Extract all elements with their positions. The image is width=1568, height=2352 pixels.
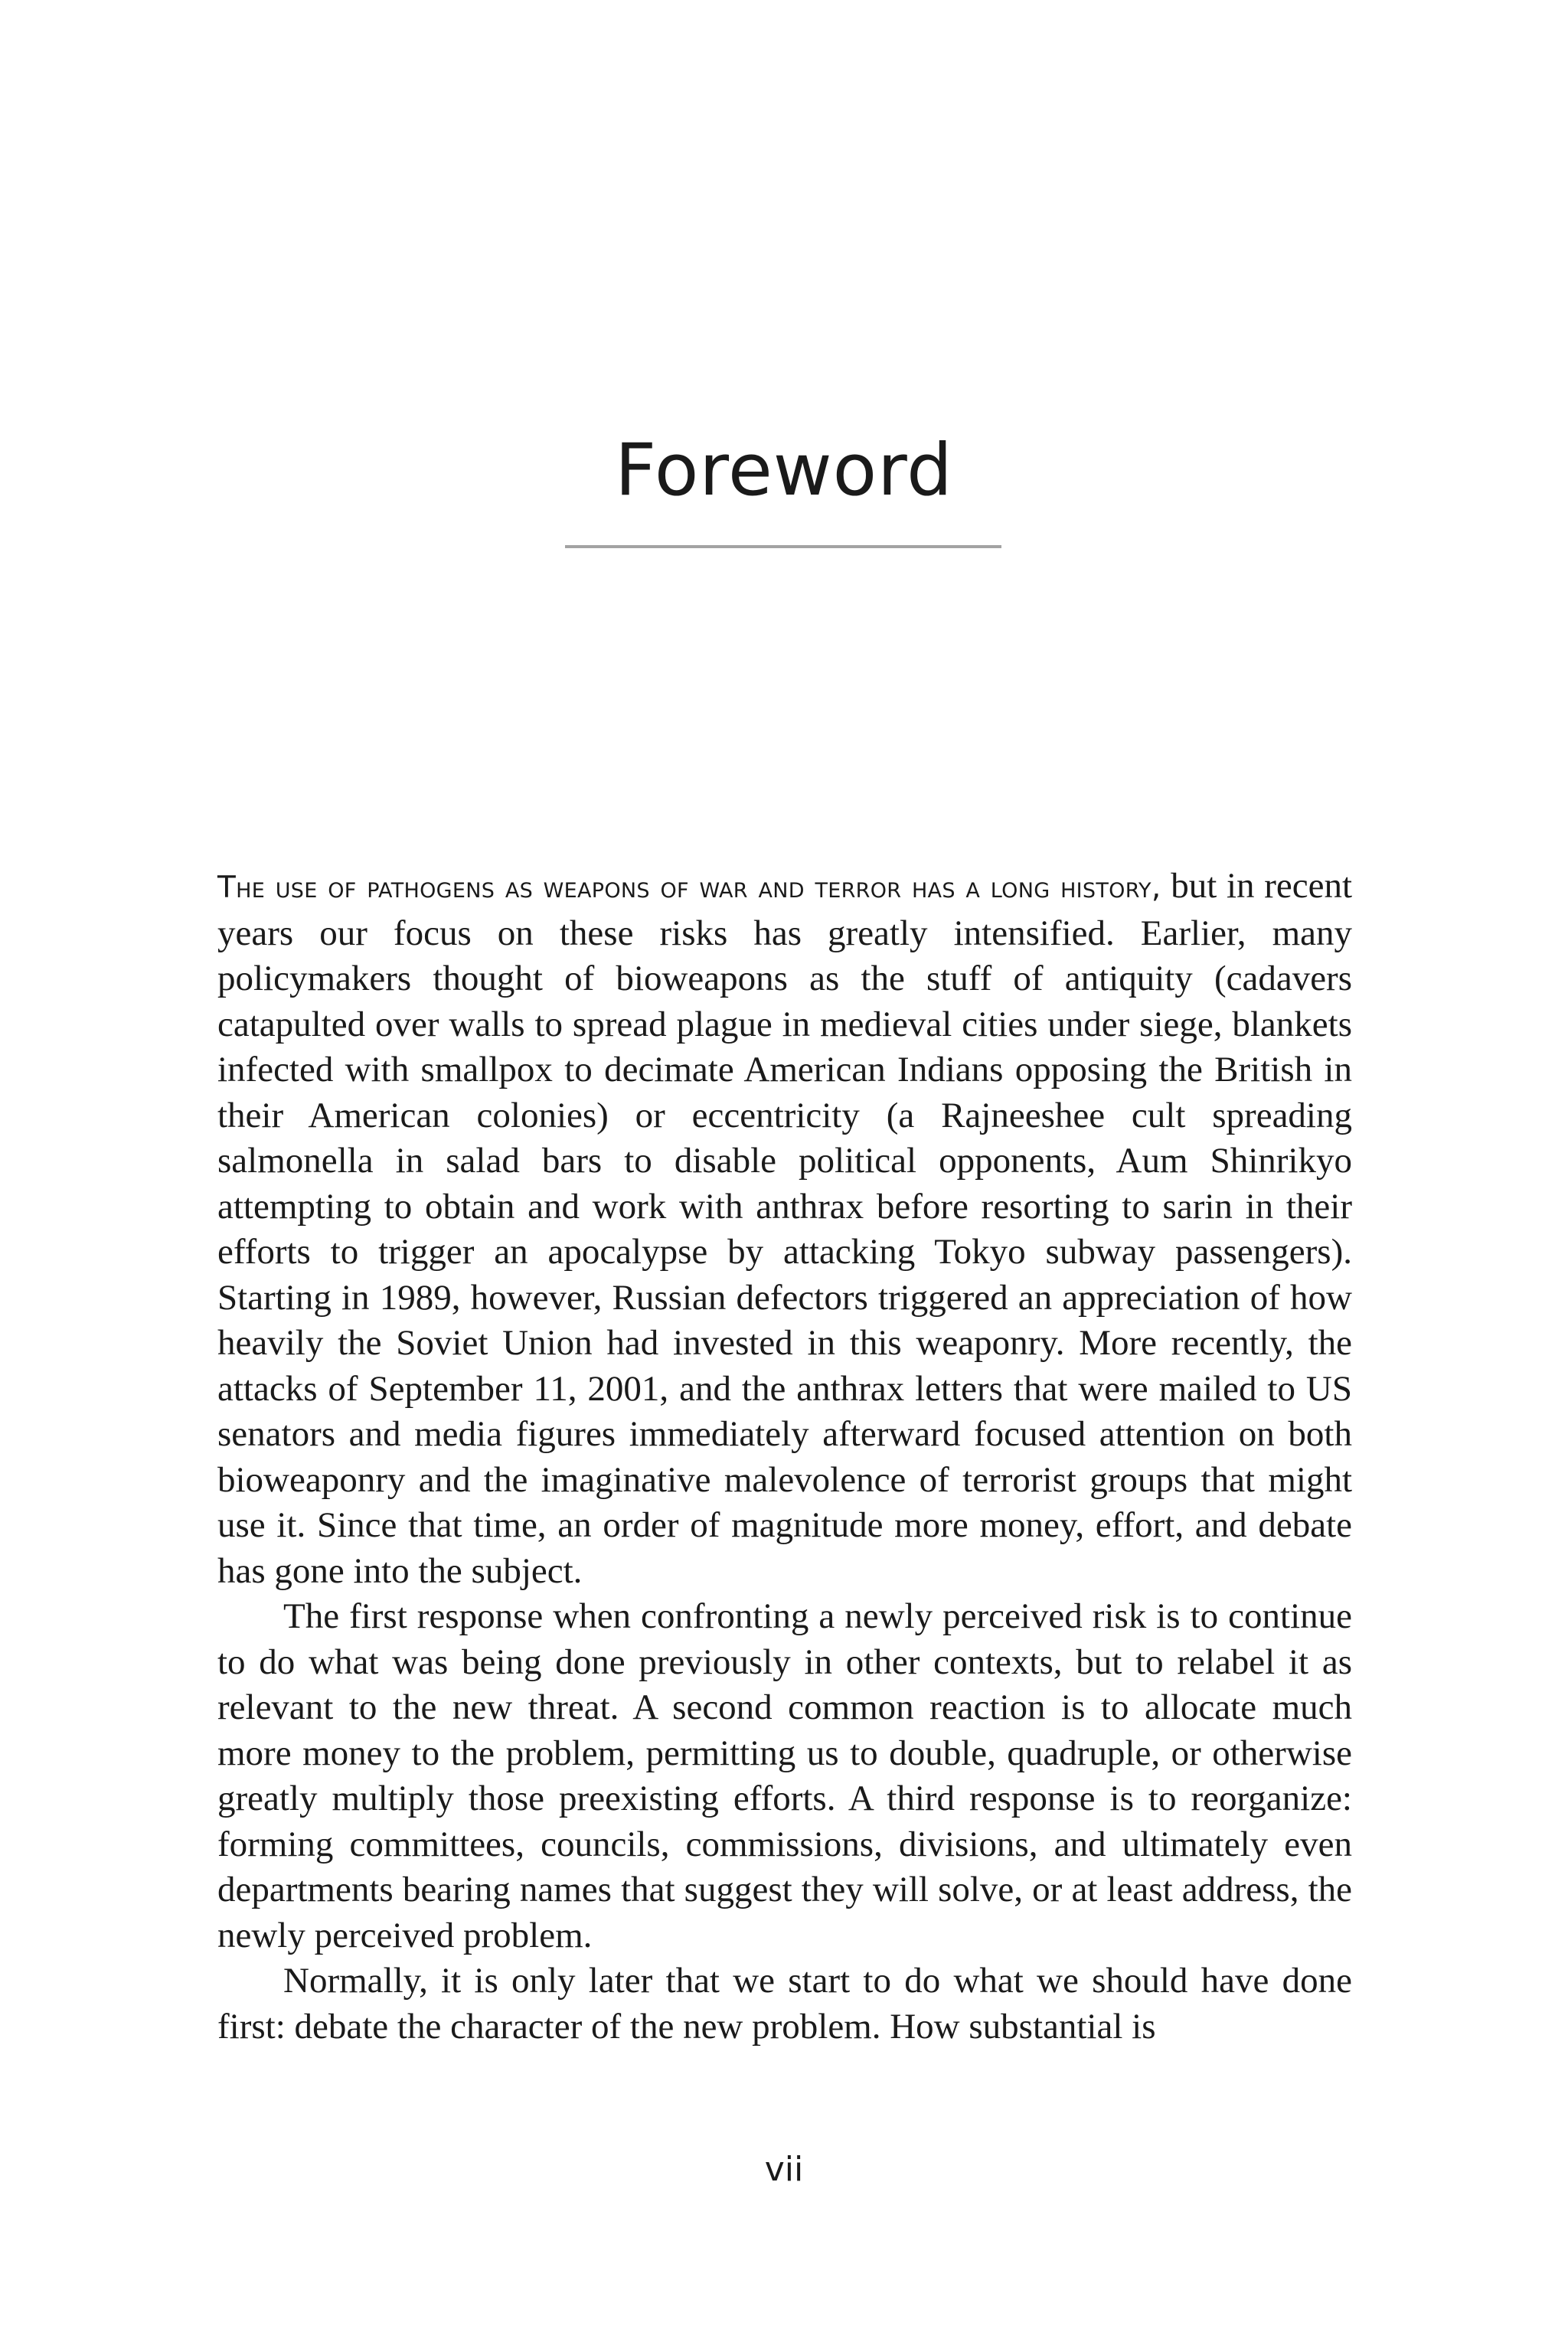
paragraph-1-lead-in: The use of pathogens as weapons of war and terror has a long history, — [217, 871, 1161, 905]
foreword-body — [217, 864, 1352, 2050]
title-underline-rule — [565, 545, 1001, 548]
paragraph-1 — [217, 864, 1352, 1594]
paragraph-3: Normally, it is only later that we start to do what we should have done first: debate the character of the new problem. How substantial is — [217, 1961, 1352, 2047]
page-number: vii — [764, 2150, 804, 2189]
paragraph-2: The first response when confronting a newly perceived risk is to continue to do what was being done previously in other contexts, but to relabel it as relevant to the new threat. A second common reaction is to allocate much more money to the problem, permitting us to double, quadruple, or otherwise greatly multiply those preexisting efforts. A third response is to reorganize: forming committees, councils, commissions, divisions, and ultimately even departments bearing names that suggest they will solve, or at least address, the newly perceived problem. — [217, 1596, 1352, 1955]
chapter-title: Foreword — [615, 429, 953, 512]
paragraph-1-text: but in recent years our focus on these risks has greatly intensified. Earlier, many policymakers thought of bioweapons as the stuff of antiquity (cadavers catapulted over walls to spread plague in medieval cities under siege, blankets infected with smallpox to decimate American Indians opposing the British in their American colonies) or eccentricity (a Rajneeshee cult spreading salmonella in salad bars to disable political opponents, Aum Shinrikyo attempting to obtain and work with anthrax before resorting to sarin in their efforts to trigger an apocalypse by attacking Tokyo subway passengers). Starting in 1989, however, Russian defectors triggered an appreciation of how heavily the Soviet Union had invested in this weaponry. More recently, the attacks of September 11, 2001, and the anthrax letters that were mailed to US senators and media figures immediately afterward focused attention on both bioweaponry and the imaginative malevolence of terrorist groups that might use it. Since that time, an order of magnitude more money, effort, and debate has gone into the subject. — [217, 866, 1352, 1591]
